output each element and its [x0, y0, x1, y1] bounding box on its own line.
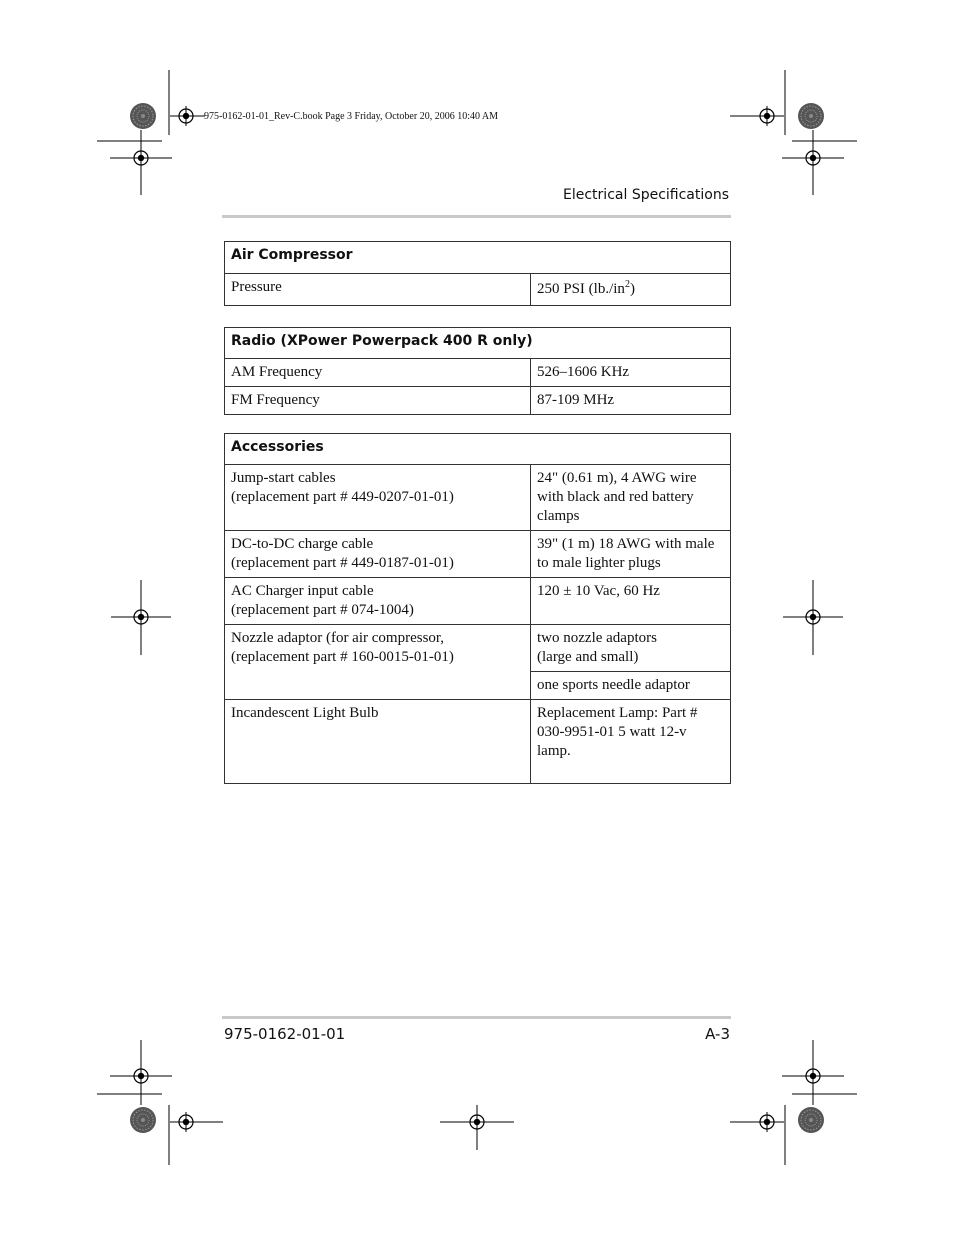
page-number: A-3: [705, 1025, 730, 1043]
table-row: [225, 465, 731, 531]
radio-table: [224, 327, 731, 415]
color-target-icon: [798, 1107, 824, 1133]
spec-value: Replacement Lamp: Part # 030-9951-01 5 watt 12-v lamp.: [531, 700, 731, 784]
header-rule: [222, 215, 731, 218]
print-slug: 975-0162-01-01_Rev-C.book Page 3 Friday, October 20, 2006 10:40 AM: [204, 111, 499, 122]
document-number: 975-0162-01-01: [224, 1025, 346, 1043]
spec-value: 250 PSI $(lb./in^2)$: [531, 274, 731, 306]
table-row: [225, 625, 731, 672]
spec-label: DC-to-DC charge cable (replacement part # 449-0187-01-01): [225, 531, 531, 578]
spec-label: FM Frequency: [225, 387, 531, 415]
spec-label: AC Charger input cable (replacement part # 074-1004): [225, 578, 531, 625]
table-row: [225, 700, 731, 784]
spec-value: two nozzle adaptors (large and small): [531, 625, 731, 672]
spec-value: 87-109 MHz: [531, 387, 731, 415]
table-row: [225, 274, 731, 306]
spec-label: Pressure: [225, 274, 531, 306]
table-title: Radio (XPower Powerpack 400 R only): [225, 328, 731, 359]
table-title: Accessories: [225, 434, 731, 465]
footer-rule: [222, 1016, 731, 1019]
color-target-icon: [130, 1107, 156, 1133]
running-head: Electrical Specifications: [563, 187, 729, 203]
spec-label: Nozzle adaptor (for air compressor, (replacement part # 160-0015-01-01): [225, 625, 531, 700]
spec-label: Jump-start cables (replacement part # 449-0207-01-01): [225, 465, 531, 531]
table-row: [225, 531, 731, 578]
table-row: [225, 387, 731, 415]
air-compressor-table: [224, 241, 731, 306]
color-target-icon: [798, 103, 824, 129]
accessories-table: [224, 433, 731, 784]
spec-value: one sports needle adaptor: [531, 672, 731, 700]
table-row: [225, 578, 731, 625]
spec-value: 39" (1 m) 18 AWG with male to male lighter plugs: [531, 531, 731, 578]
color-target-icon: [130, 103, 156, 129]
spec-label: Incandescent Light Bulb: [225, 700, 531, 784]
table-title: Air Compressor: [225, 242, 731, 274]
spec-label: AM Frequency: [225, 359, 531, 387]
spec-value: 526–1606 KHz: [531, 359, 731, 387]
spec-value: 24" (0.61 m), 4 AWG wire with black and red battery clamps: [531, 465, 731, 531]
spec-value: 120 ± 10 Vac, 60 Hz: [531, 578, 731, 625]
table-row: [225, 359, 731, 387]
